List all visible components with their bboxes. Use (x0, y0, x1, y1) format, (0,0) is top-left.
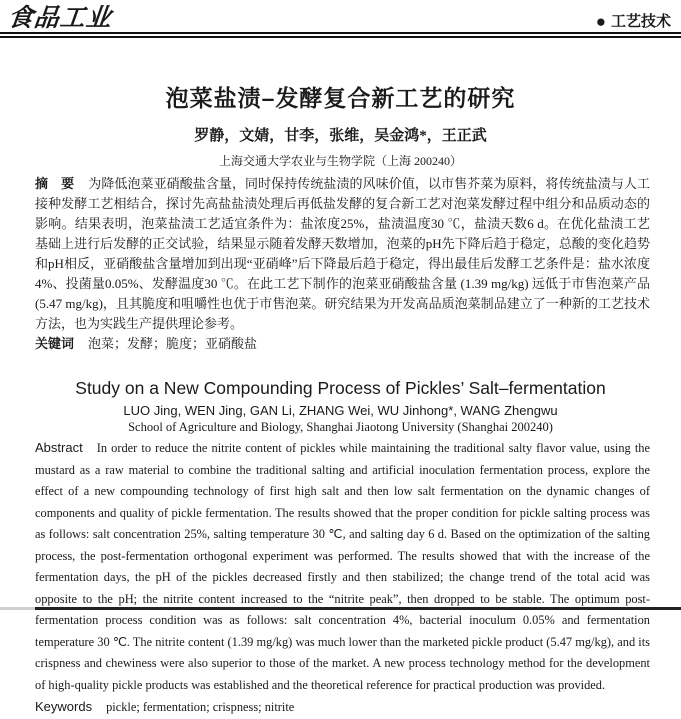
section-tag (596, 13, 671, 30)
bottom-page-rule (35, 607, 681, 610)
keywords-english (35, 696, 650, 719)
abstract-label-english: Abstract (35, 440, 83, 455)
abstract-text-chinese: 为降低泡菜亚硝酸盐含量，同时保持传统盐渍的风味价值，以市售芥菜为原料，将传统盐渍与人工接种发酵工艺相结合，探讨先高盐盐渍处理后再低盐发酵的复合新工艺对泡菜发酵过程中组分和品质动态的影响。结果表明，泡菜盐渍工艺适宜条件为：盐浓度25%，盐渍温度30 ℃，盐渍天数6 d。在优化盐渍工艺基础上进行后发酵的正交试验，结果显示随着发酵天数增加，泡菜的pH先下降后趋于稳定，总酸的变化趋势和pH相反，亚硝酸盐含量增加到出现“亚硝峰”后下降最后趋于稳定，得出最佳后发酵工艺条件是：盐水浓度4%、投菌量0.05%、发酵温度30 ℃。在此工艺下制作的泡菜亚硝酸盐含量 (1.39 mg/kg) 远低于市售泡菜产品 (5.47 mg/kg)，且其脆度和咀嚼性也优于市售泡菜。研究结果为开发高品质泡菜制品建立了一种新的工艺技术方法，也为实践生产提供理论参考。 (35, 176, 650, 331)
abstract-label-chinese: 摘 要 (35, 176, 75, 191)
abstract-chinese (35, 174, 650, 334)
abstract-text-english: In order to reduce the nitrite content of pickles while maintaining the traditional salty flavor value, using the mustard as a raw material to combine the traditional salting and artificial inoculation fermentation process, explore the effect of a new compounding technology of first high salt and then low salt fermentation on the dynamic changes of components and quality of pickle fermentation. The results showed that the proper condition for pickle salting process was as follows: salt concentration 25%, salting temperature 30 ℃, and salting day 6 d. Based on the optimization of the salting process, the post-fermentation orthogonal experiment was performed. The results showed that with the increase of the fermentation days, the pH of the pickles decreased firstly and then stabilized; the change trend of the total acid was opposite to the pH; the nitrite content increased to the “nitrite peak”, then dropped to be stable. The optimum post-fermentation process condition was as follows: salt concentration 4%, bacterial inoculum 0.05% and fermentation temperature 30 ℃. The nitrite content (1.39 mg/kg) was much lower than the marketed pickle product (5.47 mg/kg), and its crispness and chewiness were also superior to those of the market. A new process technology method for the development of high-quality pickle products was established and the theoretical reference for practical production was provided. (35, 441, 650, 692)
affiliation-english: School of Agriculture and Biology, Shanghai Jiaotong University (Shanghai 200240) (128, 420, 553, 434)
keywords-text-chinese: 泡菜；发酵；脆度；亚硝酸盐 (88, 336, 258, 351)
bottom-rule-stub (0, 607, 35, 610)
keywords-chinese (35, 334, 650, 354)
section-label: 工艺技术 (610, 13, 671, 30)
header-double-rule (0, 32, 681, 38)
keywords-label-chinese: 关键词 (35, 336, 75, 351)
keywords-text-english: pickle; fermentation; crispness; nitrite (106, 700, 295, 714)
bullet-icon: ● (595, 12, 606, 31)
paper-title-english: Study on a New Compounding Process of Pickles’ Salt–fermentation (75, 378, 606, 398)
paper-title-chinese: 泡菜盐渍–发酵复合新工艺的研究 (165, 85, 516, 111)
authors-english: LUO Jing, WEN Jing, GAN Li, ZHANG Wei, WU Jinhong*, WANG Zhengwu (123, 403, 558, 418)
keywords-label-english: Keywords (35, 699, 93, 714)
abstract-english (35, 437, 650, 696)
journal-header (0, 0, 681, 30)
authors-chinese: 罗静，文婧，甘李，张维，吴金鸿*，王正武 (194, 128, 487, 144)
affiliation-chinese: 上海交通大学农业与生物学院（上海 200240） (218, 154, 462, 168)
journal-logo: 食品工业 (6, 3, 114, 32)
